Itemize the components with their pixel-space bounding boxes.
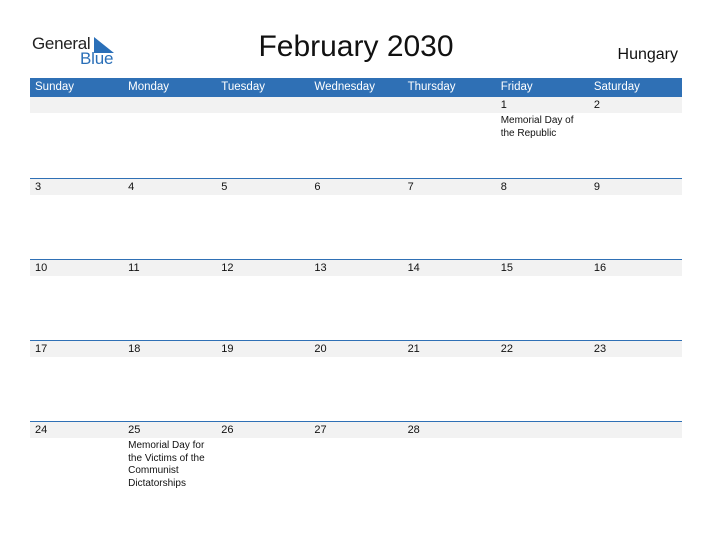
day-cell <box>589 97 682 178</box>
day-number: 15 <box>496 260 589 276</box>
day-cell <box>216 97 309 178</box>
page-title: February 2030 <box>258 30 454 63</box>
day-number: 21 <box>403 341 496 357</box>
day-cell <box>30 179 123 259</box>
day-cell <box>30 341 123 421</box>
day-number: 22 <box>496 341 589 357</box>
weekday-header-thursday: Thursday <box>407 81 456 93</box>
day-number: 16 <box>589 260 682 276</box>
day-cell <box>496 260 589 340</box>
day-number <box>496 422 589 438</box>
day-number <box>589 422 682 438</box>
day-number: 3 <box>30 179 123 195</box>
day-number: 23 <box>589 341 682 357</box>
day-number: 19 <box>216 341 309 357</box>
day-number: 7 <box>403 179 496 195</box>
week-row <box>30 97 682 178</box>
day-number: 20 <box>309 341 402 357</box>
day-cell <box>216 422 309 502</box>
day-number: 17 <box>30 341 123 357</box>
logo-text-general: General <box>32 34 91 53</box>
weekday-header-monday: Monday <box>128 81 170 93</box>
day-number: 2 <box>589 97 682 113</box>
day-cell <box>496 179 589 259</box>
day-number: 14 <box>403 260 496 276</box>
weekday-header-saturday: Saturday <box>593 81 640 93</box>
holiday-label: Memorial Day for the Victims of the Communist Dictatorships <box>128 440 205 489</box>
day-cell <box>30 260 123 340</box>
week-row <box>30 340 682 421</box>
day-number: 9 <box>589 179 682 195</box>
weekday-header-row <box>30 78 682 97</box>
day-number: 6 <box>309 179 402 195</box>
day-cell <box>403 179 496 259</box>
day-number <box>216 97 309 113</box>
day-cell <box>123 260 216 340</box>
weekday-header-tuesday: Tuesday <box>221 81 265 93</box>
weekday-header-wednesday: Wednesday <box>314 81 375 93</box>
day-cell <box>309 97 402 178</box>
day-cell <box>496 341 589 421</box>
day-number: 28 <box>403 422 496 438</box>
day-cell <box>309 260 402 340</box>
day-number: 11 <box>123 260 216 276</box>
day-cell <box>403 97 496 178</box>
day-cell <box>123 341 216 421</box>
day-cell <box>216 179 309 259</box>
week-row <box>30 178 682 259</box>
day-cell <box>123 179 216 259</box>
day-number: 10 <box>30 260 123 276</box>
day-number <box>403 97 496 113</box>
day-number <box>30 97 123 113</box>
day-cell <box>403 422 496 502</box>
day-cell <box>496 97 589 178</box>
day-cell <box>496 422 589 502</box>
day-number: 5 <box>216 179 309 195</box>
day-number: 27 <box>309 422 402 438</box>
country-label: Hungary <box>617 46 678 63</box>
day-cell <box>30 97 123 178</box>
day-cell <box>403 341 496 421</box>
day-cell <box>589 179 682 259</box>
day-cell <box>30 422 123 502</box>
day-cell <box>123 422 216 502</box>
day-number: 24 <box>30 422 123 438</box>
day-number: 8 <box>496 179 589 195</box>
day-cell <box>309 341 402 421</box>
day-cell <box>123 97 216 178</box>
day-number: 13 <box>309 260 402 276</box>
weekday-header-friday: Friday <box>500 81 533 93</box>
weekday-header-sunday: Sunday <box>35 81 75 93</box>
day-number <box>123 97 216 113</box>
day-cell <box>589 422 682 502</box>
calendar-grid <box>30 78 682 502</box>
day-number: 18 <box>123 341 216 357</box>
week-row <box>30 259 682 340</box>
day-cell <box>216 341 309 421</box>
logo-text-blue: Blue <box>80 49 114 68</box>
day-cell <box>309 422 402 502</box>
week-row <box>30 421 682 502</box>
day-cell <box>589 260 682 340</box>
day-cell <box>589 341 682 421</box>
day-cell <box>403 260 496 340</box>
day-number <box>309 97 402 113</box>
day-cell <box>216 260 309 340</box>
day-number: 1 <box>496 97 589 113</box>
day-number: 12 <box>216 260 309 276</box>
day-number: 25 <box>123 422 216 438</box>
day-number: 26 <box>216 422 309 438</box>
holiday-label: Memorial Day of the Republic <box>500 115 574 139</box>
day-number: 4 <box>123 179 216 195</box>
day-cell <box>309 179 402 259</box>
calendar-weeks <box>30 97 682 502</box>
